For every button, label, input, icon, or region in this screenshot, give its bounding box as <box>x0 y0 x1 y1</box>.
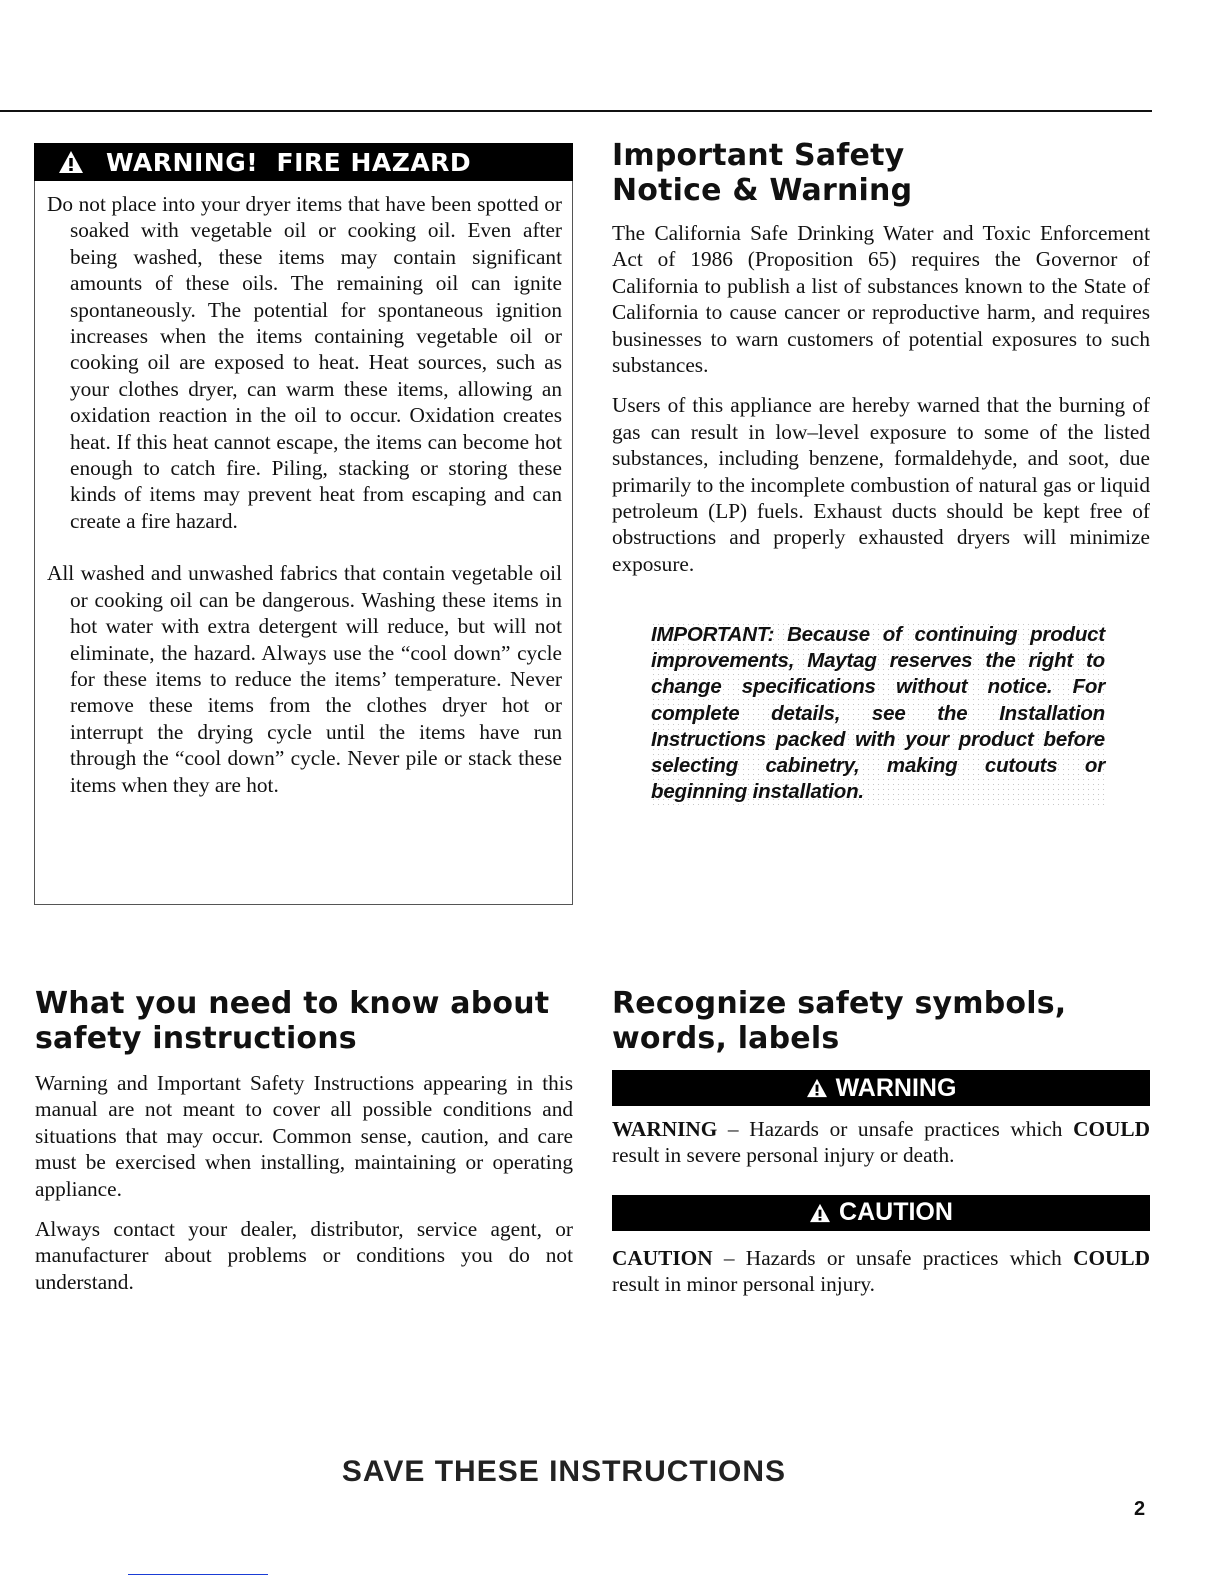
page-number: 2 <box>1134 1498 1146 1520</box>
safety-notice-paragraph: The California Safe Drinking Water and Toxic Enforcement Act of 1986 (Proposition 65) requires the Governor of California to publish a list of substances known to the State of California to cause cancer or reproductive harm, and requires businesses to warn customers of potential exposures to such substances. <box>612 221 1150 378</box>
fire-hazard-title: WARNING! FIRE HAZARD <box>106 147 472 177</box>
warning-definition <box>612 1116 1150 1169</box>
safety-notice-section <box>612 138 1150 591</box>
save-instructions-footer <box>0 1455 1224 1489</box>
warning-triangle-icon <box>809 1203 831 1223</box>
caution-definition-text: – Hazards or unsafe practices which <box>712 1245 1074 1270</box>
know-about-title <box>35 986 573 1056</box>
warning-triangle-icon <box>58 150 84 174</box>
important-text: Because of continuing product improvements, Maytag reserves the right to change specifications without notice. For complete details, see the Installation Instructions packed with your product before selecting cabinetry, making cutouts or beginning installation. <box>651 623 1105 804</box>
caution-label-bar <box>612 1195 1150 1231</box>
warning-definition-text: – Hazards or unsafe practices which <box>717 1117 1074 1141</box>
warning-triangle-icon <box>806 1078 828 1098</box>
fire-hazard-box <box>34 143 573 905</box>
fire-hazard-paragraph: All washed and unwashed fabrics that contain vegetable oil or cooking oil can be dangerous. Washing these items in hot water with extra detergent will reduce, but will not eliminate, the hazard. Always use the “cool down” cycle for these items to reduce the items’ temperature. Never remove these items from the clothes dryer hot or interrupt the drying cycle until the items have run through the “cool down” cycle. Never pile or stack these items when they are hot. <box>47 561 562 797</box>
caution-label-text: CAUTION <box>839 1198 953 1227</box>
know-about-title-line1: What you need to know about <box>35 986 550 1021</box>
could-emphasis: COULD <box>1073 1245 1150 1270</box>
fire-hazard-paragraph: Do not place into your dryer items that have been spotted or soaked with vegetable oil or cooking oil. Even after being washed, these items may contain significant amounts of these oils. The remaining oil can ignite spontaneously. The potential for spontaneous ignition increases when the items containing vegetable oil or cooking oil are exposed to heat. Heat sources, such as your clothes dryer, can warm these items, allowing an oxidation reaction in the oil to occur. Oxidation creates heat. If this heat cannot escape, the items can become hot enough to catch fire. Piling, stacking or storing these kinds of items may prevent heat from escaping and can create a fire hazard. <box>47 192 562 533</box>
warning-term: WARNING <box>612 1117 718 1141</box>
could-emphasis: COULD <box>1073 1117 1150 1141</box>
warning-label-bar <box>612 1070 1150 1106</box>
safety-notice-paragraph: Users of this appliance are hereby warned that the burning of gas can result in low–level exposure to some of the listed substances, including benzene, formaldehyde, and soot, due primarily to the incomplete combustion of natural gas or liquid petroleum (LP) fuels. Exhaust ducts should be kept free of obstructions and properly exhausted dryers will minimize exposure. <box>612 393 1150 576</box>
footer-title: SAVE THESE INSTRUCTIONS <box>341 1455 787 1488</box>
important-label: IMPORTANT: <box>651 623 775 646</box>
safety-notice-title <box>612 138 1150 208</box>
link-underline <box>128 1574 268 1575</box>
warning-definition-rest: result in severe personal injury or death. <box>612 1143 955 1168</box>
know-about-paragraph: Warning and Important Safety Instructions appearing in this manual are not meant to cover all possible conditions and situations that may occur. Common sense, caution, and care must be exercised when installing, maintaining or operating appliance. <box>35 1071 573 1201</box>
safety-notice-title-line1: Important Safety <box>612 138 905 173</box>
caution-definition-rest: result in minor personal injury. <box>612 1272 876 1297</box>
know-about-title-line2: safety instructions <box>35 1021 357 1056</box>
caution-term: CAUTION <box>612 1245 713 1270</box>
caution-definition <box>612 1245 1150 1298</box>
recognize-title-line1: Recognize safety symbols, <box>612 986 1067 1021</box>
safety-notice-title-line2: Notice & Warning <box>612 173 913 208</box>
fire-hazard-header <box>34 143 573 181</box>
know-about-section <box>35 986 573 1309</box>
important-notice <box>651 622 1105 805</box>
warning-label-text: WARNING <box>835 1073 957 1102</box>
know-about-paragraph: Always contact your dealer, distributor, service agent, or manufacturer about problems or conditions you do not understand. <box>35 1217 573 1294</box>
recognize-title-line2: words, labels <box>612 1021 840 1056</box>
recognize-title <box>612 986 1150 1056</box>
recognize-section <box>612 986 1150 1312</box>
header-rule <box>0 110 1152 112</box>
